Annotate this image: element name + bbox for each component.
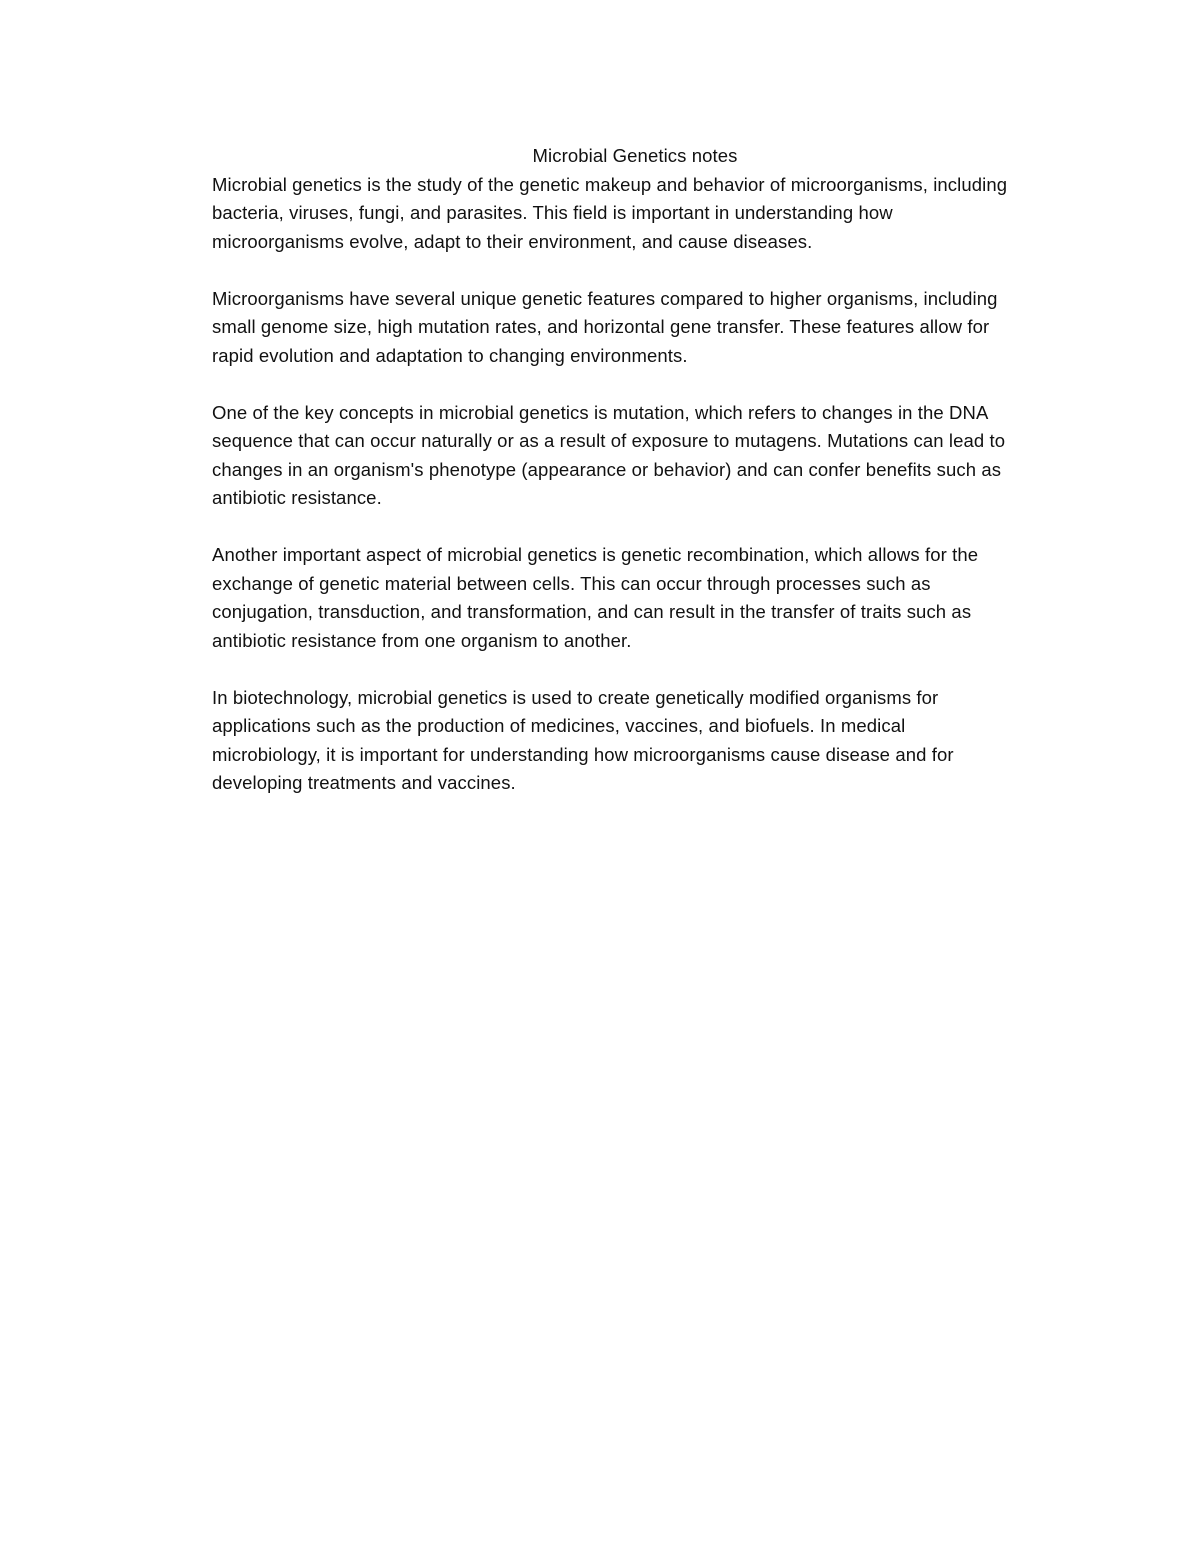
text-line: conjugation, transduction, and transformation, and can result in the transfer of traits such as [212,601,972,622]
text-line: microorganisms evolve, adapt to their environment, and cause diseases. [212,230,813,252]
text-line: antibiotic resistance from one organism to another. [212,629,632,651]
document-body [212,142,1062,826]
text-line: exchange of genetic material between cells. This can occur through processes such as [212,572,931,594]
text-line: antibiotic resistance. [212,487,382,508]
paragraph-features [212,285,1062,371]
text-line: developing treatments and vaccines. [212,772,516,793]
text-line: One of the key concepts in microbial genetics is mutation, which refers to changes in the DNA [212,401,989,423]
text-line: sequence that can occur naturally or as a result of exposure to mutagens. Mutations can lead to [212,430,1006,451]
text-line: microbiology, it is important for understanding how microorganisms cause disease and for [212,743,954,765]
text-line: Another important aspect of microbial genetics is genetic recombination, which allows for the [212,544,979,565]
text-line: changes in an organism's phenotype (appearance or behavior) and can confer benefits such as [212,458,1002,480]
text-line: small genome size, high mutation rates, and horizontal gene transfer. These features allow for [212,316,990,337]
text-line: rapid evolution and adaptation to changing environments. [212,344,688,366]
paragraph-intro [212,171,1062,257]
paragraph-mutation [212,399,1062,513]
paragraph-biotechnology [212,684,1062,798]
text-line: applications such as the production of medicines, vaccines, and biofuels. In medical [212,715,906,736]
text-line: Microbial genetics is the study of the genetic makeup and behavior of microorganisms, including [212,173,1008,195]
text-line: Microorganisms have several unique genetic features compared to higher organisms, including [212,287,998,309]
paragraph-recombination [212,541,1062,655]
text-line: In biotechnology, microbial genetics is used to create genetically modified organisms for [212,686,939,708]
text-line: bacteria, viruses, fungi, and parasites. This field is important in understanding how [212,202,893,223]
document-title: Microbial Genetics notes [532,145,738,166]
